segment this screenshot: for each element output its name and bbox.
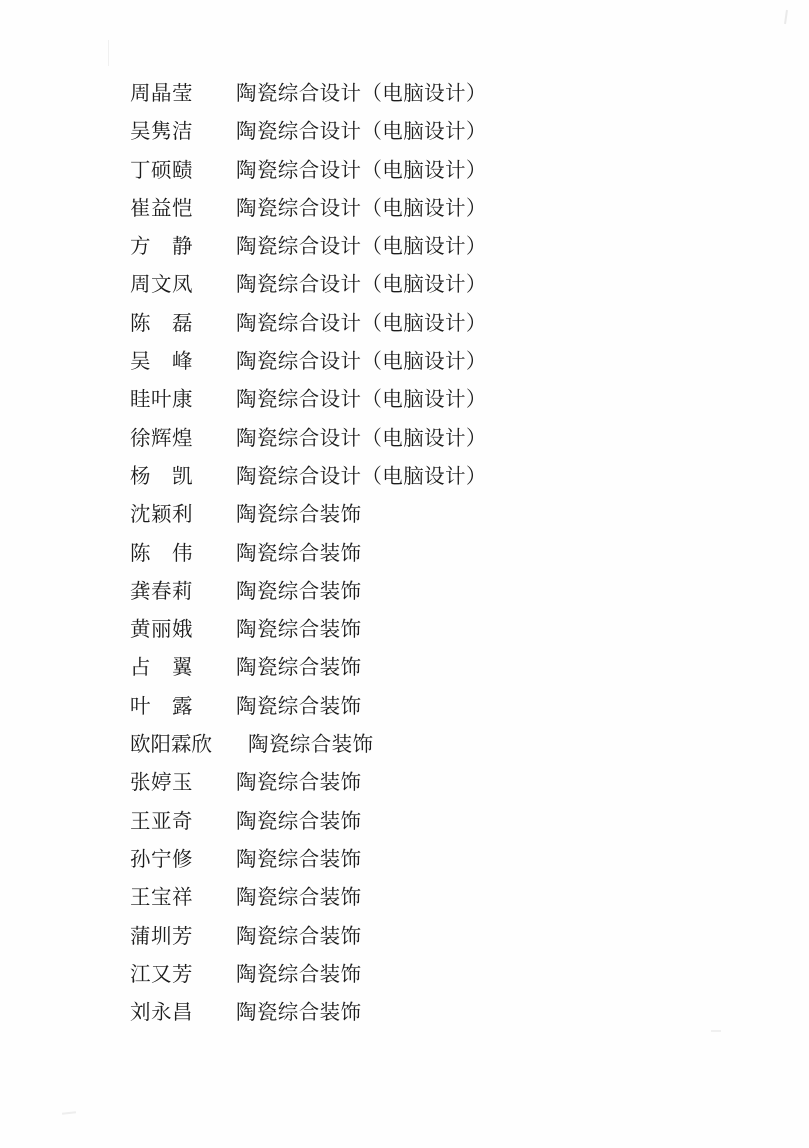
student-major: 陶瓷综合装饰 xyxy=(248,732,374,757)
scan-artifact-top-right xyxy=(784,10,788,24)
list-item xyxy=(130,112,690,150)
list-item xyxy=(130,840,690,878)
student-name: 张婷玉 xyxy=(130,770,193,795)
student-major: 陶瓷综合设计（电脑设计） xyxy=(236,195,487,220)
student-major: 陶瓷综合装饰 xyxy=(236,885,362,910)
list-item xyxy=(130,342,690,380)
student-major: 陶瓷综合设计（电脑设计） xyxy=(236,349,487,374)
list-item xyxy=(130,304,690,342)
student-name: 丁硕赜 xyxy=(130,157,193,182)
student-major: 陶瓷综合设计（电脑设计） xyxy=(236,310,487,335)
scan-artifact-left-edge xyxy=(108,40,109,66)
student-name: 吴 峰 xyxy=(130,349,193,374)
student-major: 陶瓷综合装饰 xyxy=(236,655,362,680)
student-name: 杨 凯 xyxy=(130,463,193,488)
student-major: 陶瓷综合装饰 xyxy=(236,578,362,603)
list-item xyxy=(130,572,690,610)
student-name: 蒲圳芳 xyxy=(130,923,193,948)
student-major: 陶瓷综合设计（电脑设计） xyxy=(236,272,487,297)
student-name: 欧阳霖欣 xyxy=(130,732,212,757)
list-item xyxy=(130,878,690,916)
student-name: 孙宁修 xyxy=(130,846,193,871)
list-item xyxy=(130,802,690,840)
student-major: 陶瓷综合装饰 xyxy=(236,1000,362,1025)
student-major: 陶瓷综合设计（电脑设计） xyxy=(236,387,487,412)
list-item xyxy=(130,457,690,495)
list-item xyxy=(130,189,690,227)
student-major: 陶瓷综合装饰 xyxy=(236,540,362,565)
student-name: 江又芳 xyxy=(130,961,193,986)
list-item xyxy=(130,917,690,955)
student-major: 陶瓷综合设计（电脑设计） xyxy=(236,157,487,182)
student-name: 叶 露 xyxy=(130,693,193,718)
list-item xyxy=(130,419,690,457)
list-item xyxy=(130,687,690,725)
student-major: 陶瓷综合装饰 xyxy=(236,846,362,871)
student-name: 周晶莹 xyxy=(130,81,193,105)
student-major: 陶瓷综合装饰 xyxy=(236,693,362,718)
student-major: 陶瓷综合装饰 xyxy=(236,617,362,642)
list-item xyxy=(130,763,690,801)
list-item xyxy=(130,495,690,533)
list-item xyxy=(130,610,690,648)
list-item xyxy=(130,725,690,763)
student-name: 王亚奇 xyxy=(130,808,193,833)
student-name: 徐辉煌 xyxy=(130,425,193,450)
student-major: 陶瓷综合设计（电脑设计） xyxy=(236,81,487,105)
list-item xyxy=(130,534,690,572)
student-major: 陶瓷综合设计（电脑设计） xyxy=(236,119,487,144)
student-major: 陶瓷综合装饰 xyxy=(236,961,362,986)
student-name: 周文凤 xyxy=(130,272,193,297)
student-major-list xyxy=(130,74,690,1031)
student-name: 龚春莉 xyxy=(130,578,193,603)
list-item xyxy=(130,993,690,1031)
student-name: 沈颖利 xyxy=(130,502,193,527)
student-name: 眭叶康 xyxy=(130,387,193,412)
student-name: 陈 磊 xyxy=(130,310,193,335)
student-major: 陶瓷综合设计（电脑设计） xyxy=(236,425,487,450)
scan-artifact-right-low xyxy=(711,1030,721,1032)
student-name: 陈 伟 xyxy=(130,540,193,565)
student-major: 陶瓷综合设计（电脑设计） xyxy=(236,234,487,259)
student-name: 占 翼 xyxy=(130,655,193,680)
student-major: 陶瓷综合装饰 xyxy=(236,770,362,795)
student-name: 崔益恺 xyxy=(130,195,193,220)
list-item xyxy=(130,955,690,993)
student-major: 陶瓷综合装饰 xyxy=(236,502,362,527)
scan-artifact-bottom-left xyxy=(62,1111,76,1114)
list-item xyxy=(130,74,690,112)
list-item xyxy=(130,151,690,189)
student-name: 吴隽洁 xyxy=(130,119,193,144)
list-item xyxy=(130,265,690,303)
list-item xyxy=(130,380,690,418)
student-name: 刘永昌 xyxy=(130,1000,193,1025)
student-name: 方 静 xyxy=(130,234,193,259)
list-item xyxy=(130,648,690,686)
student-major: 陶瓷综合设计（电脑设计） xyxy=(236,463,487,488)
student-major: 陶瓷综合装饰 xyxy=(236,923,362,948)
student-name: 黄丽娥 xyxy=(130,617,193,642)
student-name: 王宝祥 xyxy=(130,885,193,910)
list-item xyxy=(130,227,690,265)
student-major: 陶瓷综合装饰 xyxy=(236,808,362,833)
